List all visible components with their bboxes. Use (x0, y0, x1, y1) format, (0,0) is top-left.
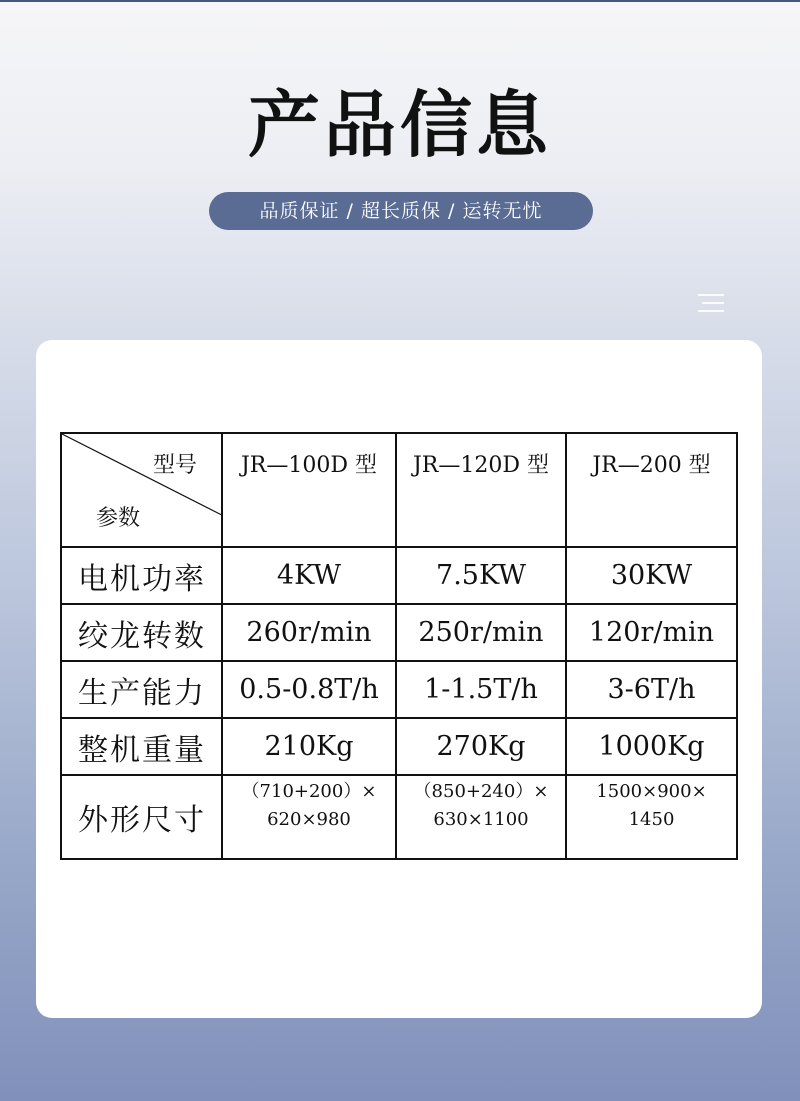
row-label: 绞龙转数 (61, 604, 222, 661)
table-cell (396, 775, 566, 859)
table-cell: 4KW (222, 547, 396, 604)
dimension-line: （710+200）× (241, 781, 377, 802)
dimension-line: 1450 (628, 809, 675, 830)
model-header: JR—100D 型 (222, 433, 396, 547)
page-title: 产品信息 (247, 83, 552, 167)
table-cell: 0.5-0.8T/h (222, 661, 396, 718)
table-header-row (61, 433, 737, 547)
dimension-line: 1500×900× (596, 781, 707, 802)
table-cell: 1-1.5T/h (396, 661, 566, 718)
corner-label-param: 参数 (96, 506, 141, 531)
row-label: 生产能力 (61, 661, 222, 718)
spec-table (60, 432, 738, 860)
table-cell: 3-6T/h (566, 661, 737, 718)
corner-label-model: 型号 (152, 453, 197, 478)
table-cell: 7.5KW (396, 547, 566, 604)
table-row (61, 718, 737, 775)
table-cell: 1000Kg (566, 718, 737, 775)
table-cell (566, 775, 737, 859)
model-header: JR—120D 型 (396, 433, 566, 547)
tagline-badge: 品质保证 / 超长质保 / 运转无忧 (209, 192, 593, 230)
table-cell: 210Kg (222, 718, 396, 775)
row-label: 外形尺寸 (61, 775, 222, 859)
table-row (61, 661, 737, 718)
model-header: JR—200 型 (566, 433, 737, 547)
table-cell: 270Kg (396, 718, 566, 775)
table-cell: 250r/min (396, 604, 566, 661)
corner-header-cell (61, 433, 222, 547)
table-cell: 120r/min (566, 604, 737, 661)
table-cell (222, 775, 396, 859)
table-cell: 260r/min (222, 604, 396, 661)
table-row (61, 775, 737, 859)
dimension-line: 630×1100 (433, 809, 529, 830)
row-label: 整机重量 (61, 718, 222, 775)
spec-card (36, 340, 762, 1018)
dimension-line: （850+240）× (413, 781, 549, 802)
dimension-line: 620×980 (267, 809, 351, 830)
diagonal-line (62, 434, 221, 546)
top-divider (0, 0, 800, 2)
row-label: 电机功率 (61, 547, 222, 604)
menu-lines-icon (698, 294, 724, 316)
table-row (61, 547, 737, 604)
table-row (61, 604, 737, 661)
table-cell: 30KW (566, 547, 737, 604)
